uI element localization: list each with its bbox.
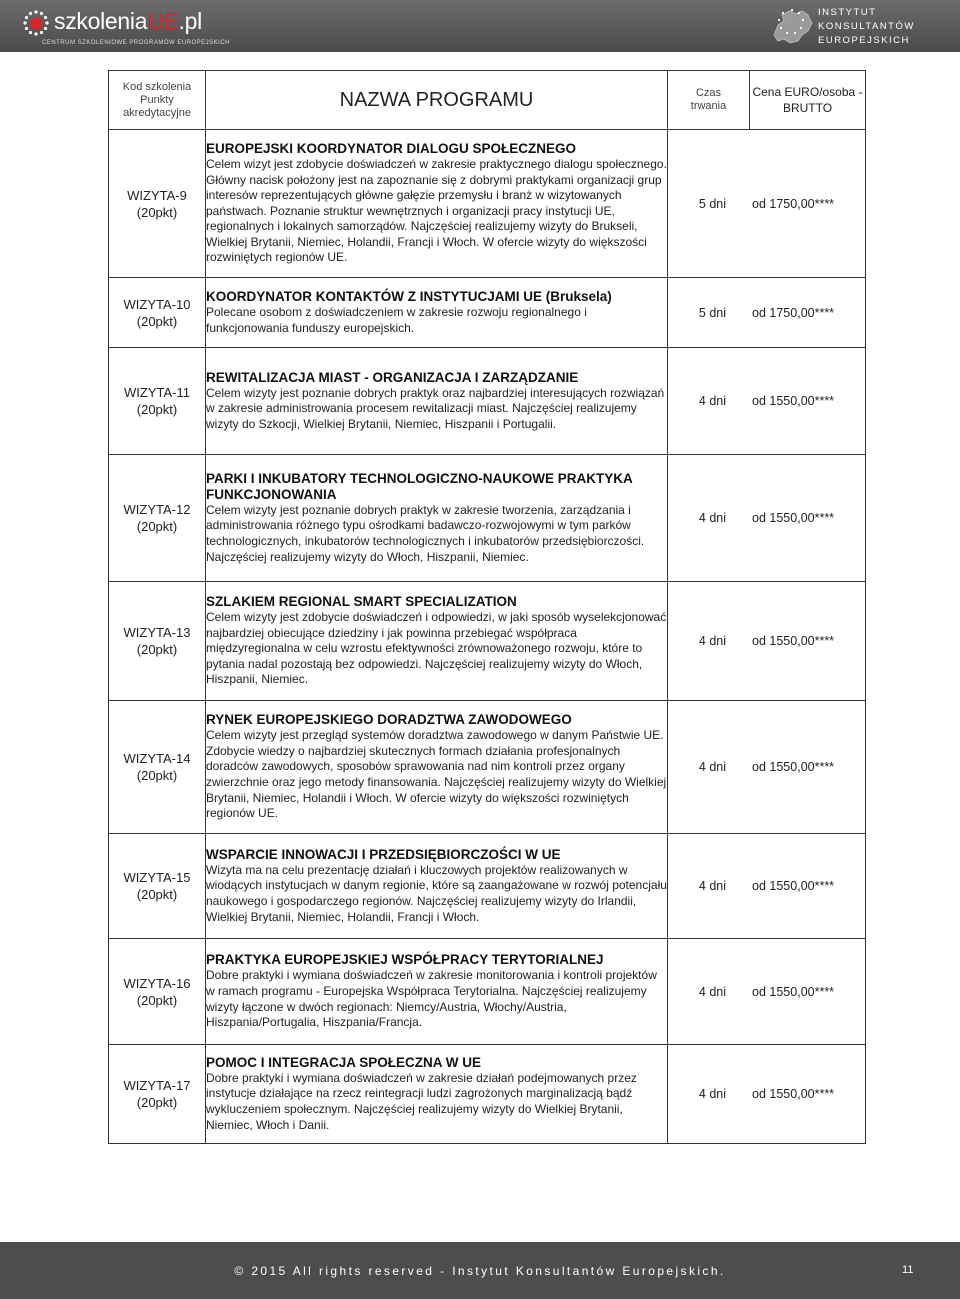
table-row [109,834,866,939]
table-row [109,939,866,1045]
table-row [109,455,866,582]
header-code: Kod szkolenia Punkty akredytacyjne [109,71,206,130]
row-code-cell: WIZYTA-16 (20pkt) [109,939,206,1045]
row-description: KOORDYNATOR KONTAKTÓW Z INSTYTUCJAMI UE (Bruksela) Polecane osobom z doświadczeniem w zakresie rozwoju regionalnego i funkcjonowania funduszy europejskich. [206,278,668,348]
szkoleniaue-logo [22,5,231,49]
institute-logo [768,3,948,49]
row-description: EUROPEJSKI KOORDYNATOR DIALOGU SPOŁECZNEGO Celem wizyt jest zdobycie doświadczeń w zakresie praktycznego dialogu społecznego. Główny nacisk położony jest na zapoznanie się z dobrymi praktykami organizacji grup interesów reprezentujących główne gałęzie przemysłu i branż w wizytowanych państwach. Poznanie struktur wewnętrznych i organizacji pracy instytucji UE, regionalnych i lokalnych samorządów. Najczęściej realizujemy wizyty do Brukseli, Wielkiej Brytanii, Niemiec, Holandii, Francji i Włoch. W ofercie wizyty do większości rozwiniętych regionów UE. [206,130,668,278]
row-duration-price: 4 dni od 1550,00**** [668,1045,866,1144]
row-description: WSPARCIE INNOWACJI I PRZEDSIĘBIORCZOŚCI W UE Wizyta ma na celu prezentację działań i kluczowych projektów realizowanych w wiodących instytucjach w danym regionie, które są zaangażowane w rozwój potencjału naukowego i gospodarczego regionów. Najczęściej realizujemy wizyty do Irlandii, Wielkiej Brytanii, Niemiec, Holandii, Francji i Włoch. [206,834,668,939]
copyright-text: © 2015 All rights reserved - Instytut Konsultantów Europejskich. [234,1264,726,1278]
row-description: PARKI I INKUBATORY TECHNOLOGICZNO-NAUKOWE PRAKTYKA FUNKCJONOWANIA Celem wizyty jest poznanie dobrych praktyk w zakresie tworzenia, zarządzania i administrowania różnego typu ośrodkami badawczo-rozwojowymi w tym parków technologicznych, inkubatorów technologicznych i inkubatorów przedsiębiorczości. Najczęściej realizujemy wizyty do Włoch, Hiszpanii, Niemiec. [206,455,668,582]
table-header-row [109,71,866,130]
row-duration-price: 4 dni od 1550,00**** [668,348,866,455]
institute-line-3: EUROPEJSKICH [818,35,910,46]
row-duration-price: 5 dni od 1750,00**** [668,130,866,278]
row-duration-price: 5 dni od 1750,00**** [668,278,866,348]
table-row [109,278,866,348]
brand-name: szkoleniaUE.pl [54,8,202,34]
header-band [0,0,960,52]
page-number: 11 [902,1264,914,1276]
row-description: PRAKTYKA EUROPEJSKIEJ WSPÓŁPRACY TERYTORIALNEJ Dobre praktyki i wymiana doświadczeń w zakresie monitorowania i kontroli projektów w ramach programu - Europejska Współpraca Terytorialna. Najczęściej realizujemy wizyty łączone w dwóch regionach: Niemcy/Austria, Włochy/Austria, Hiszpania/Portugalia, Hiszpania/Francja. [206,939,668,1045]
row-description: POMOC I INTEGRACJA SPOŁECZNA W UE Dobre praktyki i wymiana doświadczeń w zakresie działań podejmowanych przez instytucje działające na rzecz reintegracji ludzi zagrożonych marginalizacją bądź wykluczeniem społecznym. Najczęściej realizujemy wizyty do Wielkiej Brytanii, Niemiec, Włoch i Danii. [206,1045,668,1144]
row-description: REWITALIZACJA MIAST - ORGANIZACJA I ZARZĄDZANIE Celem wizyty jest poznanie dobrych praktyk oraz najbardziej interesujących rozwiązań w zakresie administrowania procesem rewitalizacji miast. Najczęściej realizujemy wizyty do Szkocji, Wielkiej Brytanii, Niemiec, Hiszpanii i Portugalii. [206,348,668,455]
row-duration-price: 4 dni od 1550,00**** [668,582,866,701]
row-duration-price: 4 dni od 1550,00**** [668,455,866,582]
institute-line-1: INSTYTUT [818,7,877,18]
eu-stars-icon [22,9,50,37]
row-code-cell: WIZYTA-12 (20pkt) [109,455,206,582]
table-row [109,701,866,834]
row-code-cell: WIZYTA-13 (20pkt) [109,582,206,701]
table-row [109,348,866,455]
header-price: Cena EURO/osoba - BRUTTO [750,71,866,130]
programs-table [108,70,866,1144]
europe-map-icon [768,5,816,47]
table-row [109,130,866,278]
row-code-cell: WIZYTA-15 (20pkt) [109,834,206,939]
table-row [109,1045,866,1144]
row-duration-price: 4 dni od 1550,00**** [668,939,866,1045]
footer-band [0,1242,960,1299]
row-code-cell: WIZYTA-11 (20pkt) [109,348,206,455]
row-duration-price: 4 dni od 1550,00**** [668,834,866,939]
institute-line-2: KONSULTANTÓW [818,21,915,32]
row-code-cell: WIZYTA-17 (20pkt) [109,1045,206,1144]
header-program: NAZWA PROGRAMU [206,71,668,130]
row-code-cell: WIZYTA-9 (20pkt) [109,130,206,278]
brand-tagline: CENTRUM SZKOLENIOWE PROGRAMÓW EUROPEJSKICH [42,40,231,46]
header-time: Czas trwania [668,71,750,130]
row-code-cell: WIZYTA-14 (20pkt) [109,701,206,834]
table-row [109,582,866,701]
row-code-cell: WIZYTA-10 (20pkt) [109,278,206,348]
row-description: SZLAKIEM REGIONAL SMART SPECIALIZATION Celem wizyty jest zdobycie doświadczeń i odpowiedzi, w jaki sposób wyselekcjonować najbardziej obiecujące dziedziny i jak powinna przebiegać współpraca międzyregionalna w celu wzrostu efektywności zrównoważonego rozwoju, które to pytania nadal pozostają bez odpowiedzi. Najczęściej realizujemy wizyty do Włoch, Hiszpanii, Niemiec. [206,582,668,701]
row-description: RYNEK EUROPEJSKIEGO DORADZTWA ZAWODOWEGO Celem wizyty jest przegląd systemów doradztwa zawodowego w danym Państwie UE. Zdobycie wiedzy o najbardziej skutecznych formach działania profesjonalnych doradców zawodowych, sposobów sprawowania nad nim kontroli przez organy zwierzchnie oraz jego metody finansowania. Najczęściej realizujemy wizyty do Wielkiej Brytanii, Niemiec, Holandii i Włoch. W ofercie wizyty do większości rozwiniętych regionów UE. [206,701,668,834]
row-duration-price: 4 dni od 1550,00**** [668,701,866,834]
